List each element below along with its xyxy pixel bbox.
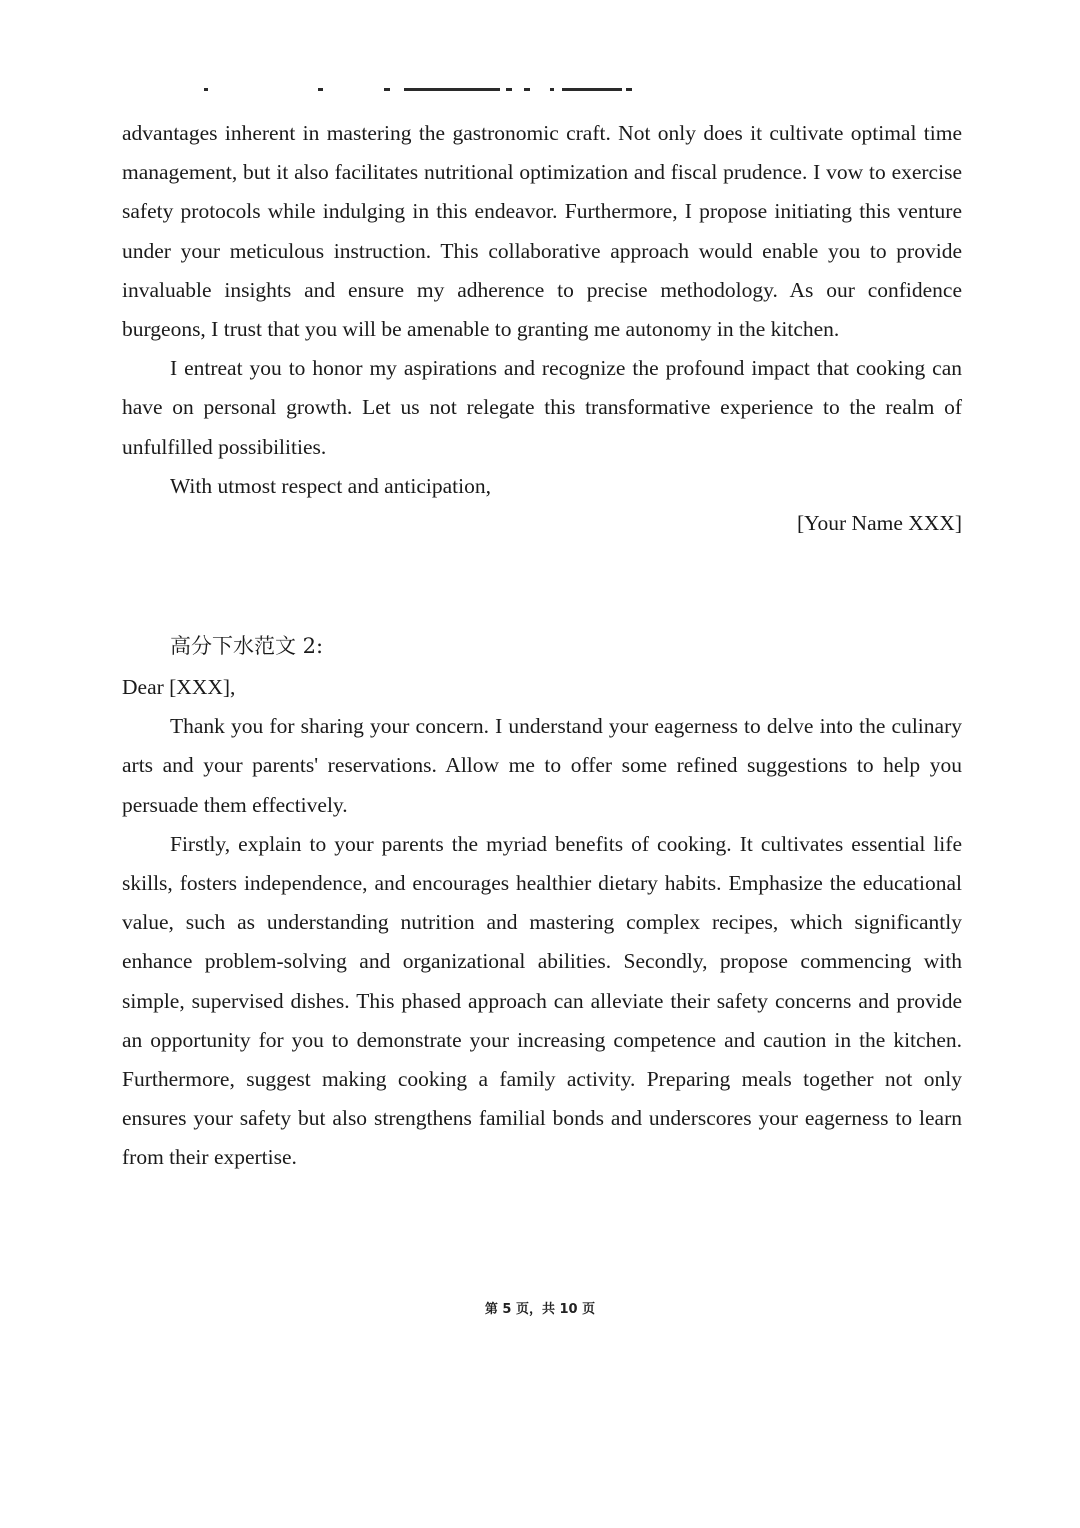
section-heading: 高分下水范文 2: <box>170 634 324 658</box>
paragraph-thanks: Thank you for sharing your concern. I understand your eagerness to delve into the culinary arts and your parents' reservations. Allow me to offer some refined suggestions to help you persuade them effectively. <box>122 714 962 817</box>
paragraph-continued: advantages inherent in mastering the gastronomic craft. Not only does it cultivate optimal time management, but it also facilitates nutritional optimization and fiscal prudence. I vow to exercise safety protocols while indulging in this endeavor. Furthermore, I propose initiating this venture under your meticulous instruction. This collaborative approach would enable you to provide invaluable insights and ensure my adherence to precise methodology. As our confidence burgeons, I trust that you will be amenable to granting me autonomy in the kitchen. <box>122 121 962 342</box>
letter-2-body <box>122 668 962 1178</box>
salutation: Dear [XXX], <box>122 675 236 699</box>
paragraph-entreat: I entreat you to honor my aspirations and recognize the profound impact that cooking can have on personal growth. Let us not relegate this transformative experience to the realm of unfulfilled possibilities. <box>122 356 962 459</box>
closing-line: With utmost respect and anticipation, <box>170 473 491 498</box>
paragraph-firstly: Firstly, explain to your parents the myriad benefits of cooking. It cultivates essential life skills, fosters independence, and encourages healthier dietary habits. Emphasize the educational value, such as understanding nutrition and mastering complex recipes, which significantly enhance problem-solving and organizational abilities. Secondly, propose commencing with simple, supervised dishes. This phased approach can alleviate their safety concerns and provide an opportunity for you to demonstrate your increasing competence and caution in the kitchen. Furthermore, suggest making cooking a family activity. Preparing meals together not only ensures your safety but also strengthens familial bonds and underscores your eagerness to learn from their expertise. <box>122 831 962 1170</box>
signature: [Your Name XXX] <box>796 511 962 536</box>
letter-1-body <box>122 114 962 543</box>
page-footer: 第 5 页，共 10 页 <box>484 1302 596 1317</box>
cropped-text-line <box>122 88 962 102</box>
